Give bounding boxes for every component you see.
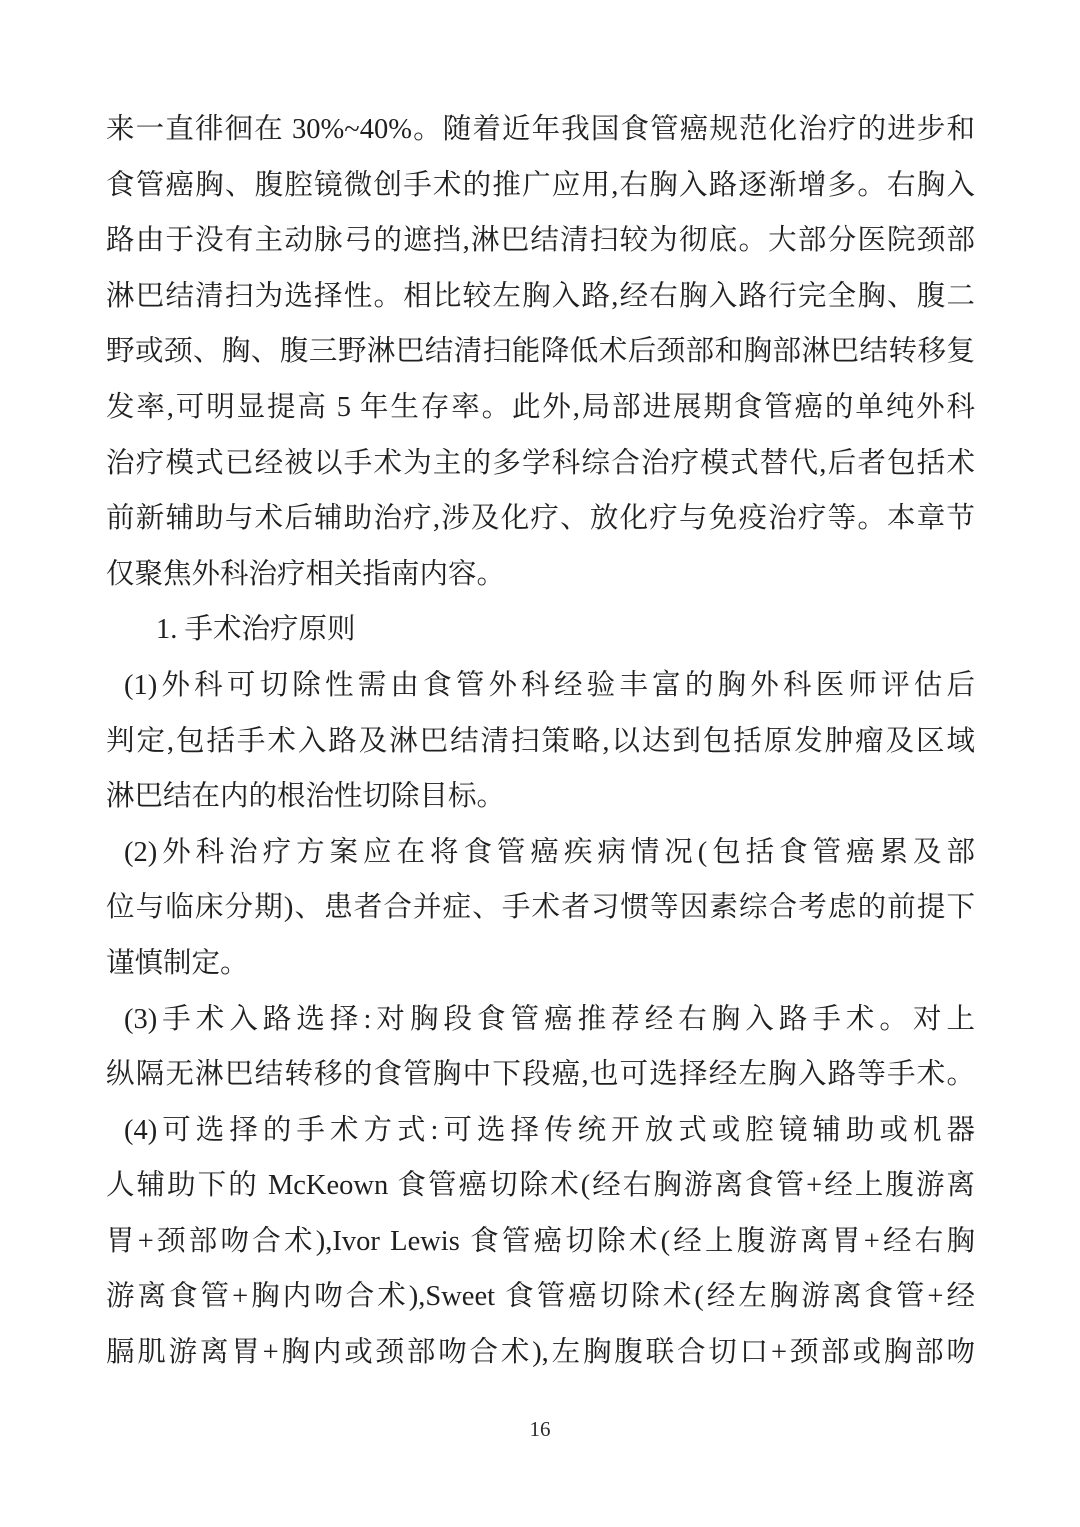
body-line: 淋巴结清扫为选择性。相比较左胸入路,经右胸入路行完全胸、腹二 — [106, 280, 975, 312]
body-line: 食管癌胸、腹腔镜微创手术的推广应用,右胸入路逐渐增多。右胸入 — [106, 169, 975, 201]
body-line: 治疗模式已经被以手术为主的多学科综合治疗模式替代,后者包括术 — [106, 447, 975, 479]
body-line: 纵隔无淋巴结转移的食管胸中下段癌,也可选择经左胸入路等手术。 — [106, 1059, 975, 1091]
body-line: (4)可选择的手术方式:可选择传统开放式或腔镜辅助或机器 — [124, 1114, 975, 1146]
body-line: 仅聚焦外科治疗相关指南内容。 — [106, 558, 506, 590]
body-line: 膈肌游离胃+胸内或颈部吻合术),左胸腹联合切口+颈部或胸部吻 — [106, 1337, 975, 1369]
body-line: 人辅助下的 McKeown 食管癌切除术(经右胸游离食管+经上腹游离 — [106, 1170, 975, 1202]
page-number: 16 — [529, 1417, 551, 1441]
body-line: (3)手术入路选择:对胸段食管癌推荐经右胸入路手术。对上 — [124, 1003, 975, 1035]
body-line: 位与临床分期)、患者合并症、手术者习惯等因素综合考虑的前提下 — [106, 892, 975, 924]
body-line: 游离食管+胸内吻合术),Sweet 食管癌切除术(经左胸游离食管+经 — [106, 1281, 975, 1313]
body-line: 野或颈、胸、腹三野淋巴结清扫能降低术后颈部和胸部淋巴结转移复 — [106, 336, 975, 368]
body-line: 胃+颈部吻合术),Ivor Lewis 食管癌切除术(经上腹游离胃+经右胸 — [106, 1225, 975, 1257]
document-body — [106, 102, 975, 1381]
body-line: 路由于没有主动脉弓的遮挡,淋巴结清扫较为彻底。大部分医院颈部 — [106, 225, 975, 257]
body-line: 前新辅助与术后辅助治疗,涉及化疗、放化疗与免疫治疗等。本章节 — [106, 503, 975, 535]
section-heading: 1. 手术治疗原则 — [156, 614, 356, 646]
body-line: 来一直徘徊在 30%~40%。随着近年我国食管癌规范化治疗的进步和 — [106, 114, 975, 145]
body-line: 发率,可明显提高 5 年生存率。此外,局部进展期食管癌的单纯外科 — [106, 391, 975, 423]
body-line: 谨慎制定。 — [106, 947, 249, 979]
body-line: (1)外科可切除性需由食管外科经验丰富的胸外科医师评估后 — [124, 669, 975, 701]
body-line: 判定,包括手术入路及淋巴结清扫策略,以达到包括原发肿瘤及区域 — [106, 725, 975, 757]
body-line: (2)外科治疗方案应在将食管癌疾病情况(包括食管癌累及部 — [124, 836, 975, 868]
body-line: 淋巴结在内的根治性切除目标。 — [106, 781, 506, 813]
